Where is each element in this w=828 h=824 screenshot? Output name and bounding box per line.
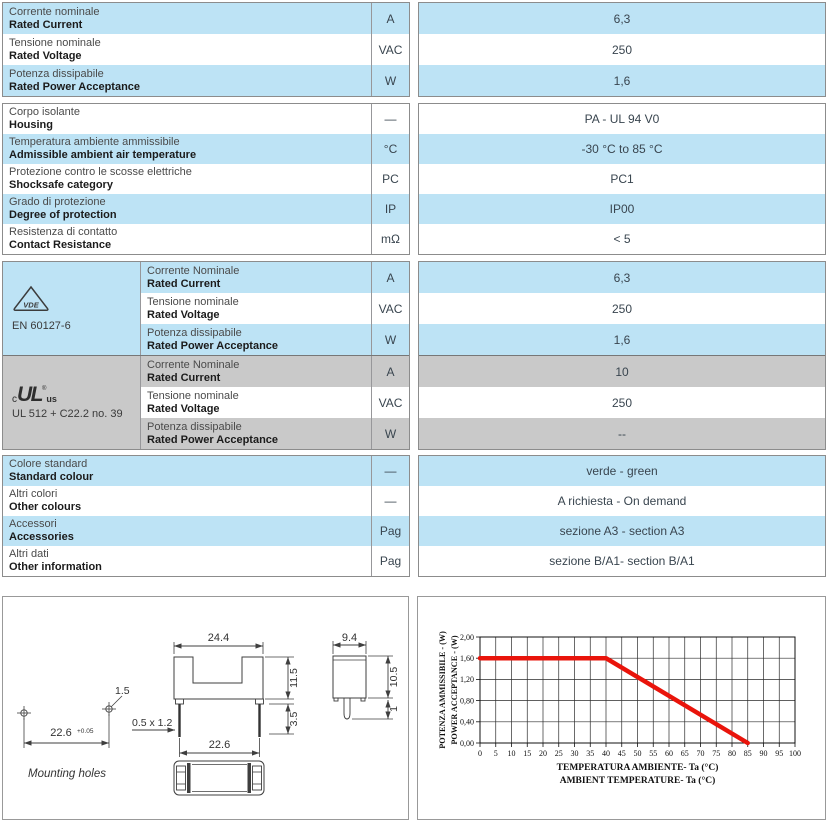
svg-text:1: 1 (388, 706, 400, 712)
label-italian: Altri dati (9, 548, 49, 560)
svg-text:POWER ACCEPTANCE - (W): POWER ACCEPTANCE - (W) (450, 635, 459, 745)
power-temperature-chart (418, 597, 825, 819)
table-row (3, 516, 409, 546)
label-english: Degree of protection (9, 209, 117, 221)
table-row (419, 3, 825, 34)
svg-text:85: 85 (743, 749, 752, 758)
svg-text:TEMPERATURA AMBIENTE- Ta (°C): TEMPERATURA AMBIENTE- Ta (°C) (556, 763, 719, 773)
table-row (419, 387, 825, 418)
svg-text:45: 45 (617, 749, 626, 758)
label-english: Rated Current (147, 277, 221, 290)
svg-text:20: 20 (539, 749, 547, 758)
svg-text:90: 90 (759, 749, 768, 758)
cert-rows (140, 356, 409, 449)
row-unit: W (371, 418, 409, 449)
svg-text:10: 10 (507, 749, 516, 758)
label-english: Rated Current (147, 371, 221, 384)
bottom-view-drawing (174, 761, 264, 795)
label-italian: Corrente Nominale (147, 264, 240, 277)
label-italian: Potenza dissipabile (147, 326, 242, 339)
svg-text:10.5: 10.5 (388, 666, 400, 688)
svg-text:0,40: 0,40 (460, 717, 474, 727)
svg-text:80: 80 (728, 749, 736, 758)
side-view-drawing (333, 632, 400, 719)
label-english: Rated Power Acceptance (147, 433, 279, 446)
ul-logo-reg: ® (42, 386, 47, 392)
table-row (141, 387, 409, 418)
table-row (419, 516, 825, 546)
label-english: Standard colour (9, 471, 94, 483)
label-italian: Altri colori (9, 488, 58, 500)
chart-grid (480, 637, 795, 743)
row-label (3, 516, 371, 546)
table-row (419, 418, 825, 449)
ul-logo-us: us (46, 394, 57, 404)
row-value: 10 (615, 364, 629, 379)
table-row (3, 104, 409, 134)
label-english: Shocksafe category (9, 179, 113, 191)
ratings-table (2, 2, 826, 97)
cul-us-logo-icon (12, 385, 140, 405)
table-row (419, 546, 825, 576)
row-value: sezione A3 - section A3 (559, 524, 685, 538)
row-value: 250 (611, 42, 633, 57)
row-unit: A (371, 356, 409, 387)
label-english: Admissible ambient air temperature (9, 149, 197, 161)
general-labels (2, 103, 410, 255)
table-row (419, 224, 825, 254)
svg-text:24.4: 24.4 (207, 632, 230, 644)
ul-logo-ul: UL (17, 383, 42, 406)
label-italian: Potenza dissipabile (9, 67, 104, 80)
row-label (3, 65, 371, 96)
label-italian: Potenza dissipabile (147, 420, 242, 433)
row-label (3, 456, 371, 486)
certifications-table (2, 261, 826, 450)
row-unit: — (371, 486, 409, 516)
svg-text:35: 35 (586, 749, 595, 758)
label-italian: Grado di protezione (9, 196, 106, 208)
label-english: Rated Power Acceptance (9, 80, 141, 93)
row-unit: VAC (371, 387, 409, 418)
row-unit: IP (371, 194, 409, 224)
mounting-holes-drawing (17, 685, 130, 780)
row-label (141, 387, 371, 418)
label-italian: Accessori (9, 518, 57, 530)
label-italian: Tensione nominale (147, 295, 239, 308)
svg-text:0: 0 (478, 749, 482, 758)
svg-text:30: 30 (570, 749, 579, 758)
row-unit: — (371, 456, 409, 486)
mechanical-drawing-panel (2, 596, 409, 820)
cert-logo-cell (3, 356, 140, 449)
svg-text:95: 95 (775, 749, 784, 758)
table-row (419, 486, 825, 516)
row-label (3, 34, 371, 65)
svg-text:AMBIENT TEMPERATURE- Ta (°C): AMBIENT TEMPERATURE- Ta (°C) (559, 776, 716, 786)
label-english: Other colours (9, 501, 82, 513)
label-italian: Temperatura ambiente ammissibile (9, 136, 180, 148)
svg-text:0,80: 0,80 (460, 696, 474, 706)
row-label (3, 104, 371, 134)
row-value: -- (618, 426, 626, 441)
chart-axis-labels (460, 633, 801, 758)
label-english: Other information (9, 561, 102, 573)
svg-text:25: 25 (554, 749, 563, 758)
table-row (3, 224, 409, 254)
label-english: Rated Voltage (147, 402, 220, 415)
svg-text:50: 50 (633, 749, 642, 758)
row-value: IP00 (609, 202, 635, 216)
row-unit: — (371, 104, 409, 134)
table-row (419, 456, 825, 486)
svg-text:55: 55 (649, 749, 658, 758)
cert-section-values (419, 355, 825, 449)
svg-text:75: 75 (712, 749, 721, 758)
row-label (3, 134, 371, 164)
label-english: Rated Voltage (147, 308, 220, 321)
svg-text:22.6: 22.6 (50, 727, 72, 739)
row-unit: °C (371, 134, 409, 164)
label-italian: Tensione nominale (9, 36, 101, 49)
label-italian: Resistenza di contatto (9, 226, 118, 238)
vde-logo (12, 285, 140, 317)
row-unit: W (371, 324, 409, 355)
other-info-labels (2, 455, 410, 577)
svg-text:22.6: 22.6 (208, 739, 231, 751)
certifications-values (418, 261, 826, 450)
table-row (3, 164, 409, 194)
row-value: 250 (611, 301, 633, 316)
table-row (141, 418, 409, 449)
ratings-values (418, 2, 826, 97)
row-value: 1,6 (613, 332, 631, 347)
row-label (141, 262, 371, 293)
label-italian: Protezione contro le scosse elettriche (9, 166, 192, 178)
row-unit: A (371, 262, 409, 293)
table-row (419, 324, 825, 355)
cert-standard-label: EN 60127-6 (12, 320, 71, 332)
row-value: A richiesta - On demand (557, 494, 687, 508)
row-label (3, 486, 371, 516)
vde-triangle-icon (12, 285, 50, 312)
row-unit: VAC (371, 34, 409, 65)
row-label (3, 194, 371, 224)
row-label (3, 546, 371, 576)
table-row (419, 104, 825, 134)
cert-standard-label: UL 512 + C22.2 no. 39 (12, 408, 123, 420)
row-label (3, 3, 371, 34)
row-unit: Pag (371, 546, 409, 576)
label-italian: Corpo isolante (9, 106, 80, 118)
cert-section (3, 262, 409, 355)
label-italian: Tensione nominale (147, 389, 239, 402)
table-row (3, 546, 409, 576)
cert-logo-cell (3, 262, 140, 355)
row-label (141, 418, 371, 449)
row-label (141, 324, 371, 355)
table-row (419, 194, 825, 224)
row-value: PC1 (610, 172, 634, 186)
table-row (419, 262, 825, 293)
row-value: 250 (611, 395, 633, 410)
front-view-drawing (132, 632, 300, 757)
table-row (141, 262, 409, 293)
cert-section-values (419, 262, 825, 355)
ratings-labels (2, 2, 410, 97)
svg-text:VDE: VDE (23, 300, 39, 310)
label-italian: Colore standard (9, 458, 88, 470)
table-row (3, 65, 409, 96)
row-value: 6,3 (613, 11, 631, 26)
svg-text:5: 5 (493, 749, 498, 758)
label-english: Accessories (9, 531, 74, 543)
svg-text:POTENZA AMMISSIBILE - (W): POTENZA AMMISSIBILE - (W) (438, 631, 447, 749)
cert-rows (140, 262, 409, 355)
svg-text:60: 60 (665, 749, 673, 758)
row-unit: A (371, 3, 409, 34)
mounting-holes-caption: Mounting holes (28, 768, 106, 780)
x-axis-title (557, 762, 719, 786)
svg-text:1,60: 1,60 (460, 654, 474, 663)
row-value: 6,3 (613, 270, 631, 285)
table-row (141, 356, 409, 387)
svg-text:9.4: 9.4 (341, 632, 358, 644)
row-value: PA - UL 94 V0 (584, 112, 660, 126)
row-value: verde - green (586, 464, 658, 478)
ul-logo-c: c (12, 394, 17, 405)
table-row (419, 164, 825, 194)
table-row (419, 65, 825, 96)
mechanical-drawing (3, 597, 408, 819)
row-value: 1,6 (613, 73, 631, 88)
label-italian: Corrente nominale (9, 5, 100, 18)
row-value: < 5 (613, 232, 631, 246)
row-label (141, 293, 371, 324)
svg-text:70: 70 (696, 749, 705, 758)
derating-chart-panel (417, 596, 826, 820)
row-label (3, 224, 371, 254)
row-unit: W (371, 65, 409, 96)
row-value: sezione B/A1- section B/A1 (549, 554, 695, 568)
table-row (419, 293, 825, 324)
label-italian: Corrente Nominale (147, 358, 240, 371)
row-label (141, 356, 371, 387)
other-info-table (2, 455, 826, 577)
table-row (419, 34, 825, 65)
svg-text:1.5: 1.5 (115, 685, 130, 697)
row-value: -30 °C to 85 °C (581, 142, 663, 156)
label-english: Housing (9, 119, 53, 131)
svg-text:11.5: 11.5 (288, 668, 300, 688)
table-row (419, 356, 825, 387)
svg-text:65: 65 (680, 749, 689, 758)
svg-text:15: 15 (523, 749, 532, 758)
svg-text:0.5 x 1.2: 0.5 x 1.2 (132, 717, 173, 729)
row-unit: PC (371, 164, 409, 194)
general-values (418, 103, 826, 255)
table-row (3, 194, 409, 224)
table-row (3, 3, 409, 34)
svg-text:40: 40 (602, 749, 610, 758)
cert-section (3, 355, 409, 449)
table-row (141, 293, 409, 324)
svg-text:100: 100 (789, 749, 801, 758)
general-spec-table (2, 103, 826, 255)
certifications-labels (2, 261, 410, 450)
table-row (3, 486, 409, 516)
label-english: Rated Power Acceptance (147, 339, 279, 352)
svg-text:3.5: 3.5 (288, 711, 300, 727)
y-axis-title (438, 631, 459, 749)
svg-text:0,00: 0,00 (460, 738, 474, 748)
table-row (419, 134, 825, 164)
row-unit: mΩ (371, 224, 409, 254)
row-label (3, 164, 371, 194)
svg-text:1,20: 1,20 (460, 675, 474, 685)
row-unit: VAC (371, 293, 409, 324)
label-english: Rated Voltage (9, 49, 82, 62)
label-english: Rated Current (9, 18, 83, 31)
table-row (3, 456, 409, 486)
table-row (3, 34, 409, 65)
svg-text:2,00: 2,00 (460, 632, 474, 642)
table-row (3, 134, 409, 164)
table-row (141, 324, 409, 355)
label-english: Contact Resistance (9, 239, 112, 251)
other-info-values (418, 455, 826, 577)
svg-text:+0.05: +0.05 (77, 728, 94, 735)
row-unit: Pag (371, 516, 409, 546)
